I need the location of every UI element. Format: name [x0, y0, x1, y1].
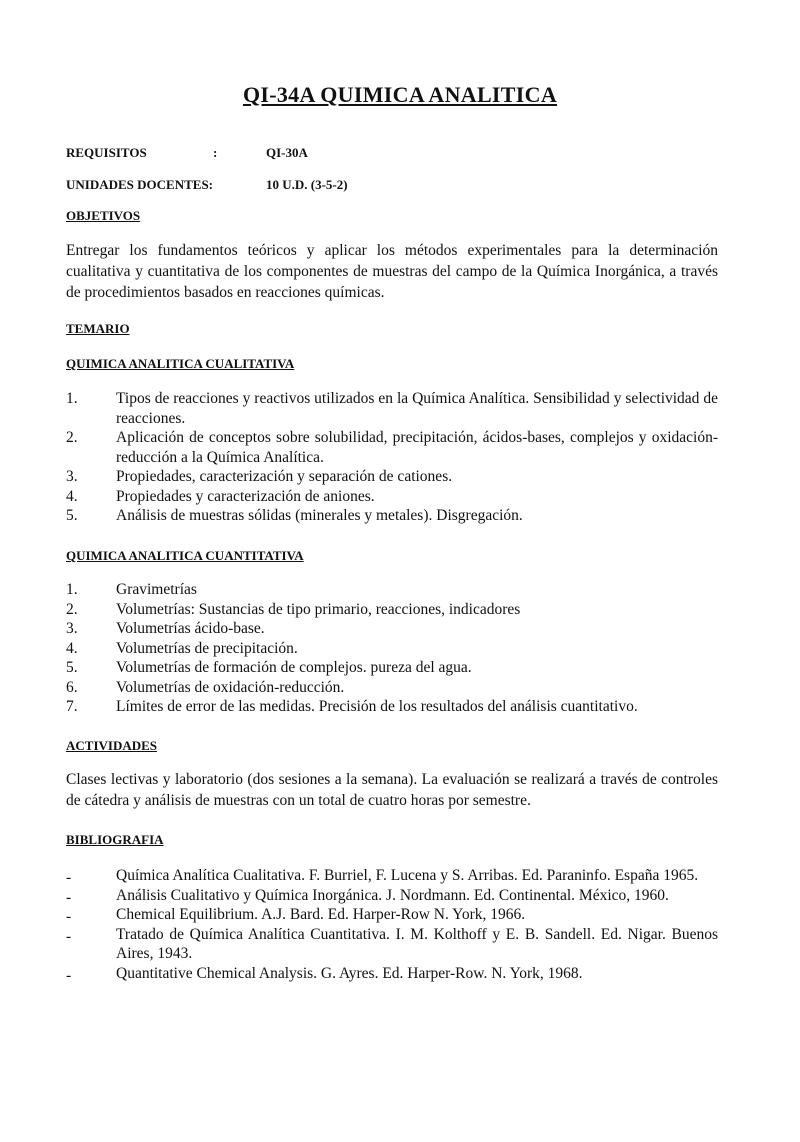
- actividades-heading: ACTIVIDADES: [66, 738, 158, 753]
- requisitos-label: REQUISITOS: [66, 145, 147, 160]
- cualitativa-list: [66, 389, 718, 526]
- unidades-label: UNIDADES DOCENTES:: [66, 177, 213, 192]
- requisitos-value: QI-30A: [266, 145, 308, 160]
- item-text: Análisis de muestras sólidas (minerales y metales). Disgregación.: [116, 507, 523, 524]
- list-item: [66, 506, 718, 526]
- list-item: [66, 600, 718, 620]
- list-item: [66, 697, 718, 717]
- bullet-dash: -: [66, 908, 72, 925]
- cuantitativa-heading: QUIMICA ANALITICA CUANTITATIVA: [66, 548, 304, 563]
- item-text: Quantitative Chemical Analysis. G. Ayres. Ed. Harper-Row. N. York, 1968.: [116, 964, 583, 982]
- item-text: Límites de error de las medidas. Precisión de los resultados del análisis cuantitativo.: [116, 698, 638, 715]
- bullet-dash: -: [66, 888, 72, 906]
- page-title: QI-34A QUIMICA ANALITICA: [242, 82, 558, 107]
- item-number: 4.: [66, 487, 78, 505]
- list-item: [66, 619, 718, 639]
- item-text: Química Analítica Cualitativa. F. Burriel, F. Lucena y S. Arribas. Ed. Paraninfo. España 1965.: [116, 867, 699, 884]
- item-number: 4.: [66, 639, 78, 657]
- item-text: Tratado de Química Analítica Cuantitativa. I. M. Kolthoff y E. B. Sandell. Ed. Nigar. Buenos Aires, 1943.: [116, 925, 718, 962]
- unidades-value: 10 U.D. (3-5-2): [266, 177, 348, 192]
- item-text: Volumetrías ácido-base.: [116, 620, 265, 637]
- list-item: [66, 639, 718, 659]
- cualitativa-heading: QUIMICA ANALITICA CUALITATIVA: [66, 356, 295, 371]
- list-item: [66, 428, 718, 467]
- list-item: [66, 886, 718, 906]
- item-number: 2.: [66, 600, 78, 618]
- item-text: Gravimetrías: [116, 581, 197, 598]
- item-number: 5.: [66, 507, 78, 524]
- item-text: Aplicación de conceptos sobre solubilidad, precipitación, ácidos-bases, complejos y oxidación-reducción a la Química Analítica.: [116, 429, 718, 466]
- item-text: Volumetrías de oxidación-reducción.: [116, 678, 345, 696]
- list-item: [66, 925, 718, 964]
- item-number: 1.: [66, 390, 78, 407]
- item-number: 2.: [66, 429, 78, 446]
- list-item: [66, 580, 718, 600]
- list-item: [66, 389, 718, 428]
- item-number: 3.: [66, 620, 78, 637]
- item-number: 1.: [66, 581, 78, 598]
- item-text: Volumetrías de formación de complejos. pureza del agua.: [116, 659, 472, 676]
- bullet-dash: -: [66, 927, 72, 945]
- list-item: [66, 678, 718, 698]
- bullet-dash: -: [66, 966, 72, 984]
- item-text: Volumetrías: Sustancias de tipo primario, reacciones, indicadores: [116, 600, 521, 618]
- bullet-dash: -: [66, 869, 72, 886]
- item-number: 3.: [66, 468, 78, 485]
- list-item: [66, 905, 718, 925]
- item-text: Propiedades, caracterización y separación de cationes.: [116, 468, 453, 485]
- bibliografia-heading: BIBLIOGRAFIA: [66, 832, 164, 847]
- item-number: 6.: [66, 678, 78, 696]
- list-item: [66, 964, 718, 984]
- item-number: 5.: [66, 659, 78, 676]
- bibliografia-list: [66, 866, 718, 983]
- cuantitativa-list: [66, 580, 718, 717]
- objetivos-heading: OBJETIVOS: [66, 208, 141, 223]
- item-number: 7.: [66, 698, 78, 715]
- temario-heading: TEMARIO: [66, 321, 130, 336]
- requisitos-colon: :: [213, 145, 218, 160]
- list-item: [66, 658, 718, 678]
- objetivos-text: Entregar los fundamentos teóricos y aplicar los métodos experimentales para la determinación cualitativa y cuantitativa de los componentes de muestras del campo de la Química Inorgánica, a través de procedimientos basados en reacciones químicas.: [66, 242, 718, 301]
- item-text: Tipos de reacciones y reactivos utilizados en la Química Analítica. Sensibilidad y selectividad de reacciones.: [116, 390, 718, 427]
- item-text: Propiedades y caracterización de aniones.: [116, 487, 375, 505]
- item-text: Volumetrías de precipitación.: [116, 639, 298, 657]
- list-item: [66, 866, 718, 886]
- list-item: [66, 487, 718, 507]
- item-text: Análisis Cualitativo y Química Inorgánica. J. Nordmann. Ed. Continental. México, 1960.: [116, 886, 669, 904]
- item-text: Chemical Equilibrium. A.J. Bard. Ed. Harper-Row N. York, 1966.: [116, 906, 526, 923]
- actividades-text: Clases lectivas y laboratorio (dos sesiones a la semana). La evaluación se realizará a través de controles de cátedra y análisis de muestras con un total de cuatro horas por semestre.: [66, 771, 718, 809]
- list-item: [66, 467, 718, 487]
